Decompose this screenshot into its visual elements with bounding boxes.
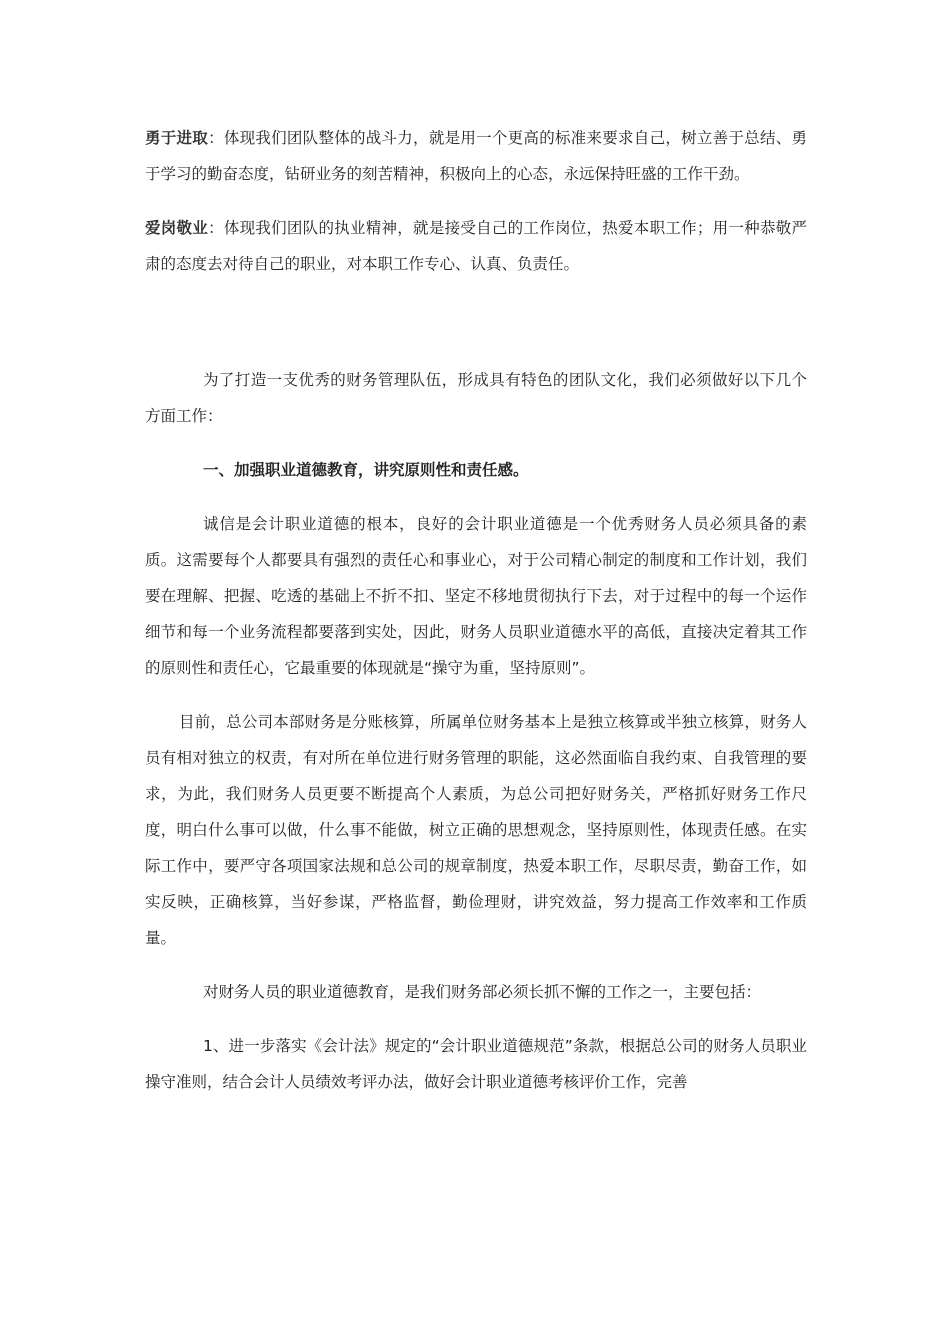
paragraph-current: 目前，总公司本部财务是分账核算，所属单位财务基本上是独立核算或半独立核算，财务人员有相对独立的权责，有对所在单位进行财务管理的职能，这必然面临自我约束、自我管理的要求，为此，我们财务人员更要不断提高个人素质，为总公司把好财务关，严格抓好财务工作尺度，明白什么事可以做，什么事不能做，树立正确的思想观念，坚持原则性，体现责任感。在实际工作中，要严守各项国家法规和总公司的规章制度，热爱本职工作，尽职尽责，勤奋工作，如实反映，正确核算，当好参谋，严格监督，勤俭理财，讲究效益，努力提高工作效率和工作质量。 bbox=[145, 713, 807, 947]
document-page bbox=[145, 120, 807, 1100]
section-heading-1: 一、加强职业道德教育，讲究原则性和责任感。 bbox=[203, 461, 529, 479]
paragraph-text-courage: ：体现我们团队整体的战斗力，就是用一个更高的标准来要求自己，树立善于总结、勇于学习的勤奋态度，钻研业务的刻苦精神，积极向上的心态，永远保持旺盛的工作干劲。 bbox=[145, 129, 807, 183]
list-item-1: 1、进一步落实《会计法》规定的“会计职业道德规范”条款，根据总公司的财务人员职业操守准则，结合会计人员绩效考评办法，做好会计职业道德考核评价工作，完善 bbox=[145, 1037, 807, 1091]
paragraph-integrity: 诚信是会计职业道德的根本，良好的会计职业道德是一个优秀财务人员必须具备的素质。这需要每个人都要具有强烈的责任心和事业心，对于公司精心制定的制度和工作计划，我们要在理解、把握、吃透的基础上不折不扣、坚定不移地贯彻执行下去，对于过程中的每一个运作细节和每一个业务流程都要落到实处，因此，财务人员职业道德水平的高低，直接决定着其工作的原则性和责任心，它最重要的体现就是“操守为重，坚持原则”。 bbox=[145, 515, 807, 677]
paragraph-courage bbox=[145, 120, 807, 192]
paragraph-text-dedication: ：体现我们团队的执业精神，就是接受自己的工作岗位，热爱本职工作；用一种恭敬严肃的态度去对待自己的职业，对本职工作专心、认真、负责任。 bbox=[145, 219, 807, 273]
paragraph-dedication bbox=[145, 210, 807, 282]
paragraph-lead-courage: 勇于进取 bbox=[145, 129, 209, 147]
paragraph-intro: 为了打造一支优秀的财务管理队伍，形成具有特色的团队文化，我们必须做好以下几个方面工作： bbox=[145, 371, 807, 425]
paragraph-lead-dedication: 爱岗敬业 bbox=[145, 219, 209, 237]
paragraph-education: 对财务人员的职业道德教育，是我们财务部必须长抓不懈的工作之一，主要包括： bbox=[203, 983, 762, 1001]
